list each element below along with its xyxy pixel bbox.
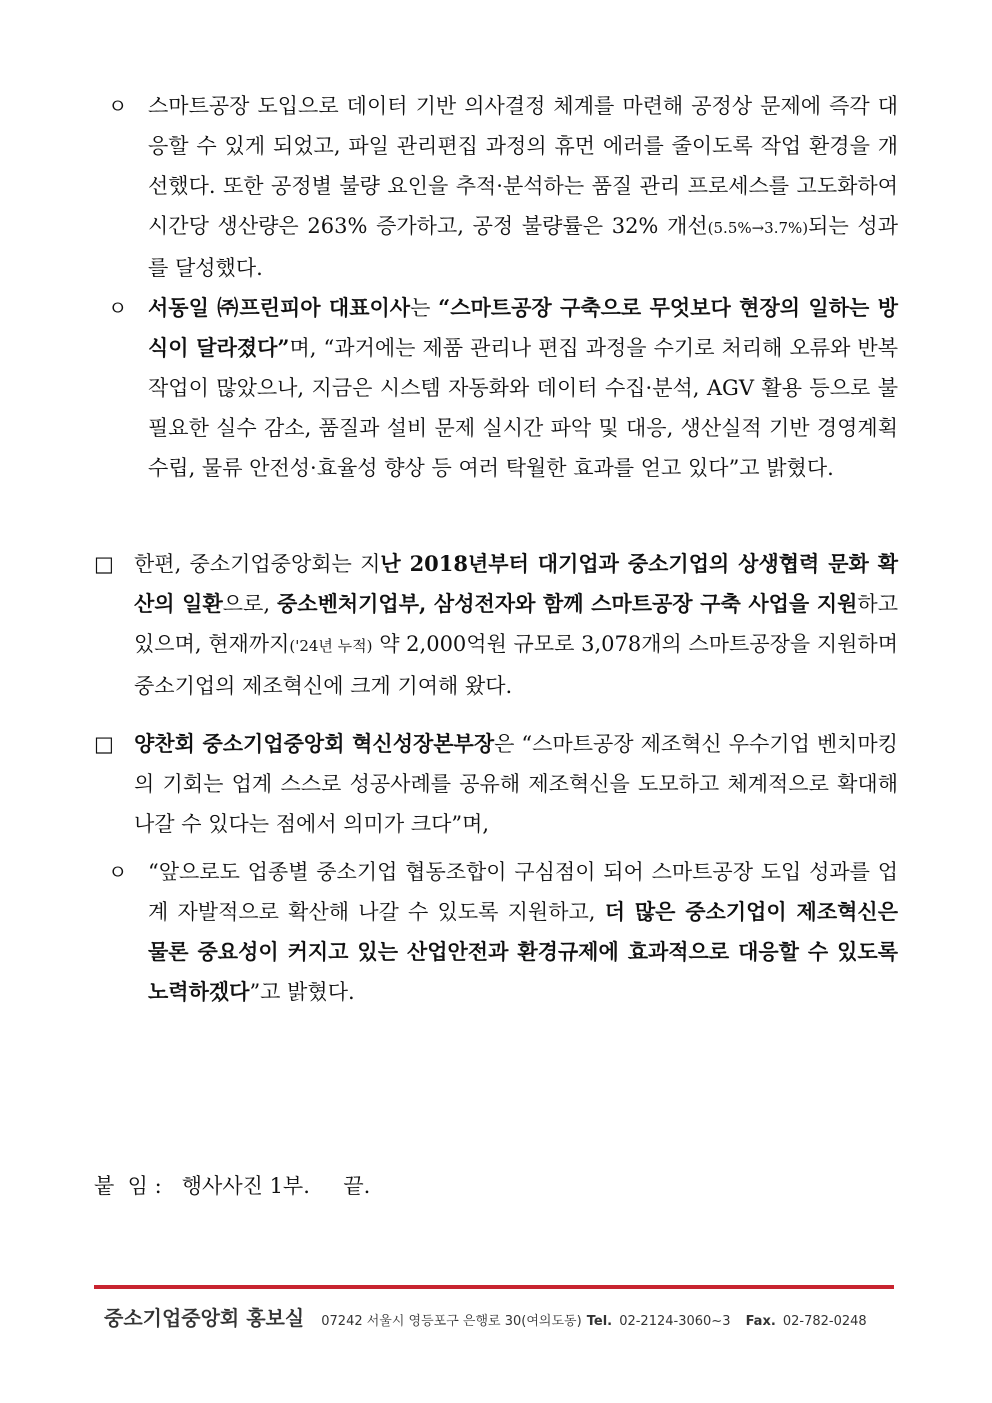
square-bullet-icon: □ [94,552,114,576]
text-segment: 으로, [222,592,277,616]
text-segment: “앞으로도 업종별 중소기업 협동조합이 구심점이 되어 스마트공장 도입 성과를 업계 자발적으로 확산해 나갈 수 있도록 지원하고, [148,860,898,924]
text-segment: 는 [410,296,439,320]
paragraph-text [134,724,898,844]
text-segment: 한편, 중소기업중앙회는 지 [134,552,381,576]
text-segment: 난 2018년부터 대기업과 중소기업의 상생협력 문화 확산의 일환 [134,551,898,616]
text-segment: 더 많은 중소기업이 제조혁신은 물론 중요성이 커지고 있는 산업안전과 환경규제에 효과적으로 대응할 수 있도록 노력하겠다 [148,899,898,1004]
bullet-text [148,86,898,288]
text-segment: “스마트공장 구축으로 무엇보다 현장의 일하는 방식이 달라졌다” [148,295,898,360]
text-segment: 스마트공장 도입으로 데이터 기반 의사결정 체계를 마련해 공정상 문제에 즉각 대응할 수 있게 되었고, 파일 관리편집 과정의 휴먼 에러를 줄이도록 작업 환경을 개선했다. 또한 공정별 불량 요인을 추적·분석하는 품질 관리 프로세스를 고도화하여 시간당 생산량은 263% 증가하고, 공정 불량률은 32% 개선 [148,94,898,238]
text-segment: 중소벤처기업부, 삼성전자와 함께 스마트공장 구축 사업을 지원 [277,591,858,616]
attachment-line [94,1166,370,1206]
footer-org: 중소기업중앙회 홍보실 [104,1306,305,1330]
text-segment: (5.5%→3.7%) [707,219,809,237]
paragraph-text [134,544,898,706]
circle-bullet-icon: ㅇ [108,94,128,118]
footer-address: 07242 서울시 영등포구 은행로 30(여의도동) [321,1314,582,1329]
footer-tel: 02-2124-3060~3 [619,1314,731,1329]
text-segment: 약 2,000억원 규모로 3,078개의 스마트공장을 지원하며 중소기업의 제조혁신에 크게 기여해 왔다. [134,632,899,698]
text-segment: ('24년 누적) [289,637,373,655]
text-segment: 되는 성과를 달성했다. [148,214,898,280]
square-bullet-icon: □ [94,732,114,756]
attachment-end: 끝. [343,1174,371,1198]
text-segment: 은 “스마트공장 제조혁신 우수기업 벤치마킹의 기회는 업계 스스로 성공사례를 공유해 제조혁신을 도모하고 체계적으로 확대해 나갈 수 있다는 점에서 의미가 크다”며, [134,732,898,836]
footer [104,1302,894,1331]
attachment-label: 붙 임 : [94,1174,162,1198]
text-segment: ”고 밝혔다. [249,980,355,1004]
bullet-text [148,852,898,1012]
circle-bullet-icon: ㅇ [108,860,128,884]
text-segment: 양찬회 중소기업중앙회 혁신성장본부장 [134,731,495,756]
footer-fax: 02-782-0248 [782,1314,867,1329]
text-segment: 며, “과거에는 제품 관리나 편집 과정을 수기로 처리해 오류와 반복 작업이 많았으나, 지금은 시스템 자동화와 데이터 수집·분석, AGV 활용 등으로 불필요한 실수 감소, 품질과 설비 문제 실시간 파악 및 대응, 생산실적 기반 경영계획 수립, 물류 안전성·효율성 향상 등 여러 탁월한 효과를 얻고 있다”고 밝혔다. [148,336,898,480]
text-segment: 하고 있으며, 현재까지 [134,592,898,656]
circle-bullet-icon: ㅇ [108,296,128,320]
text-segment: 서동일 ㈜프린피아 대표이사 [148,295,411,320]
footer-fax-label: Fax. [745,1314,776,1329]
attachment-text: 행사사진 1부. [181,1174,310,1198]
bullet-text [148,288,898,488]
footer-divider [94,1285,894,1289]
footer-tel-label: Tel. [586,1314,613,1329]
